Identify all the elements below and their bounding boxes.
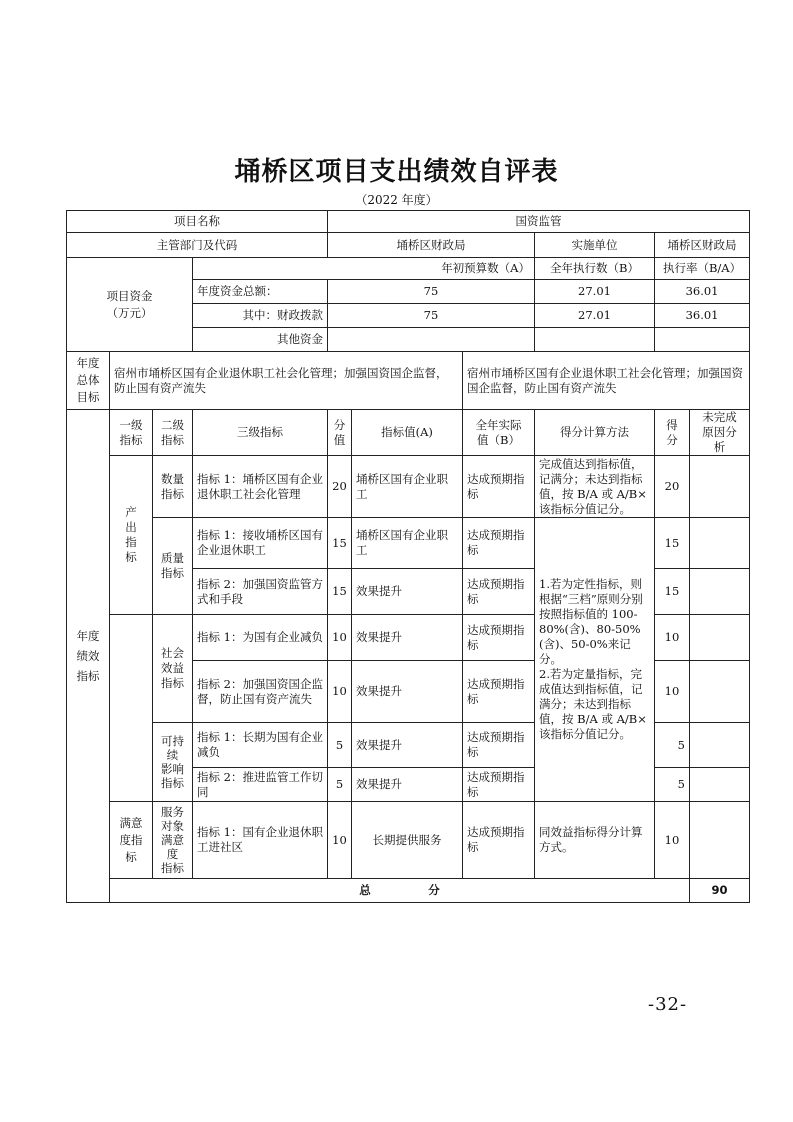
funds-label: 项目资金 （万元） — [67, 258, 193, 352]
funds-row-budget: 75 — [328, 304, 535, 328]
indicator-target: 效果提升 — [352, 723, 463, 768]
indicator-name: 指标 1：为国有企业减负 — [193, 615, 328, 661]
method-general: 1.若为定性指标，则根据“三档”原则分别按照指标值的 100-80%(含)、80-50%(含)、50-0%来记分。 2.若为定量指标，完成值达到指标值，记满分；未达到指标值，按 B/A 或 A/B×该指标分值记分。 — [535, 518, 655, 802]
funds-row-rate: 36.01 — [655, 304, 750, 328]
indicator-score: 10 — [655, 802, 690, 879]
indicator-name: 指标 2：推进监管工作切同 — [193, 768, 328, 802]
indicator-reason — [690, 615, 750, 661]
method-quantity: 完成值达到指标值，记满分；未达到指标值，按 B/A 或 A/B×该指标分值记分。 — [535, 456, 655, 518]
header-target: 指标值(A) — [352, 410, 463, 456]
total-score: 90 — [690, 879, 750, 903]
funds-row-budget: 75 — [328, 280, 535, 304]
indicator-target: 效果提升 — [352, 768, 463, 802]
total-label: 总 分 — [110, 879, 690, 903]
indicator-reason — [690, 661, 750, 723]
indicator-score: 15 — [655, 569, 690, 615]
lvl2-sustain: 可持 续 影响 指标 — [153, 723, 193, 802]
funds-col-budget: 年初预算数（A） — [193, 258, 535, 280]
impl-value: 埇桥区财政局 — [655, 233, 750, 258]
indicator-actual: 达成预期指标 — [463, 723, 535, 768]
lvl2-quantity: 数量 指标 — [153, 456, 193, 518]
indicator-actual: 达成预期指标 — [463, 661, 535, 723]
indicator-section-label: 年度 绩效 指标 — [67, 410, 110, 903]
indicator-name: 指标 1：接收埇桥区国有企业退休职工 — [193, 518, 328, 569]
indicator-reason — [690, 569, 750, 615]
indicator-weight: 5 — [328, 723, 352, 768]
indicator-reason — [690, 768, 750, 802]
lvl1-output: 产 出 指 标 — [110, 456, 153, 615]
funds-row-budget — [328, 328, 535, 352]
page-title: 埇桥区项目支出绩效自评表 — [234, 157, 559, 187]
indicator-actual: 达成预期指标 — [463, 615, 535, 661]
funds-row-exec — [535, 328, 655, 352]
header-lvl1: 一级 指标 — [110, 410, 153, 456]
funds-row-exec: 27.01 — [535, 280, 655, 304]
dept-label: 主管部门及代码 — [67, 233, 328, 258]
indicator-name: 指标 2：加强国资监管方式和手段 — [193, 569, 328, 615]
indicator-reason — [690, 802, 750, 879]
method-satisfaction: 同效益指标得分计算方式。 — [535, 802, 655, 879]
page-number: -32- — [648, 994, 688, 1015]
funds-col-rate: 执行率（B/A） — [655, 258, 750, 280]
lvl1-effect — [110, 615, 153, 802]
lvl2-service: 服务 对象 满意 度 指标 — [153, 802, 193, 879]
indicator-name: 指标 2：加强国资国企监督，防止国有资产流失 — [193, 661, 328, 723]
header-score: 得 分 — [655, 410, 690, 456]
indicator-name: 指标 1：国有企业退休职工进社区 — [193, 802, 328, 879]
indicator-score: 5 — [655, 723, 690, 768]
indicator-weight: 5 — [328, 768, 352, 802]
report-year: （2022 年度） — [355, 193, 438, 207]
evaluation-table — [66, 210, 750, 903]
indicator-actual: 达成预期指标 — [463, 456, 535, 518]
dept-value: 埇桥区财政局 — [328, 233, 535, 258]
indicator-weight: 10 — [328, 615, 352, 661]
funds-row-label: 年度资金总额： — [193, 280, 328, 304]
funds-row-label: 其他资金 — [193, 328, 328, 352]
impl-label: 实施单位 — [535, 233, 655, 258]
indicator-name: 指标 1：长期为国有企业减负 — [193, 723, 328, 768]
header-reason: 未完成 原因分 析 — [690, 410, 750, 456]
indicator-actual: 达成预期指标 — [463, 518, 535, 569]
indicator-target: 效果提升 — [352, 615, 463, 661]
goal-label: 年度 总体 目标 — [67, 352, 110, 410]
funds-row-label: 其中：财政拨款 — [193, 304, 328, 328]
indicator-reason — [690, 723, 750, 768]
funds-row-rate — [655, 328, 750, 352]
project-name-value: 国资监管 — [328, 211, 750, 233]
indicator-reason — [690, 518, 750, 569]
funds-col-exec: 全年执行数（B） — [535, 258, 655, 280]
indicator-reason — [690, 456, 750, 518]
indicator-weight: 10 — [328, 661, 352, 723]
header-lvl3: 三级指标 — [193, 410, 328, 456]
indicator-score: 10 — [655, 615, 690, 661]
indicator-weight: 20 — [328, 456, 352, 518]
header-actual: 全年实际 值（B） — [463, 410, 535, 456]
indicator-target: 效果提升 — [352, 661, 463, 723]
lvl1-satisfaction: 满意 度指 标 — [110, 802, 153, 879]
indicator-score: 15 — [655, 518, 690, 569]
indicator-weight: 15 — [328, 569, 352, 615]
project-name-label: 项目名称 — [67, 211, 328, 233]
indicator-target: 埇桥区国有企业职工 — [352, 456, 463, 518]
indicator-actual: 达成预期指标 — [463, 569, 535, 615]
indicator-actual: 达成预期指标 — [463, 802, 535, 879]
indicator-score: 10 — [655, 661, 690, 723]
indicator-weight: 15 — [328, 518, 352, 569]
header-lvl2: 二级 指标 — [153, 410, 193, 456]
indicator-target: 效果提升 — [352, 569, 463, 615]
indicator-target: 埇桥区国有企业职工 — [352, 518, 463, 569]
indicator-weight: 10 — [328, 802, 352, 879]
funds-row-rate: 36.01 — [655, 280, 750, 304]
goal-plan: 宿州市埇桥区国有企业退休职工社会化管理；加强国资国企监督，防止国有资产流失 — [110, 352, 463, 410]
lvl2-quality: 质量 指标 — [153, 518, 193, 615]
indicator-target: 长期提供服务 — [352, 802, 463, 879]
goal-actual: 宿州市埇桥区国有企业退休职工社会化管理；加强国资国企监督，防止国有资产流失 — [463, 352, 750, 410]
indicator-actual: 达成预期指标 — [463, 768, 535, 802]
indicator-name: 指标 1：埇桥区国有企业退休职工社会化管理 — [193, 456, 328, 518]
header-method: 得分计算方法 — [535, 410, 655, 456]
indicator-score: 20 — [655, 456, 690, 518]
indicator-score: 5 — [655, 768, 690, 802]
header-weight: 分 值 — [328, 410, 352, 456]
funds-row-exec: 27.01 — [535, 304, 655, 328]
lvl2-social: 社会 效益 指标 — [153, 615, 193, 723]
